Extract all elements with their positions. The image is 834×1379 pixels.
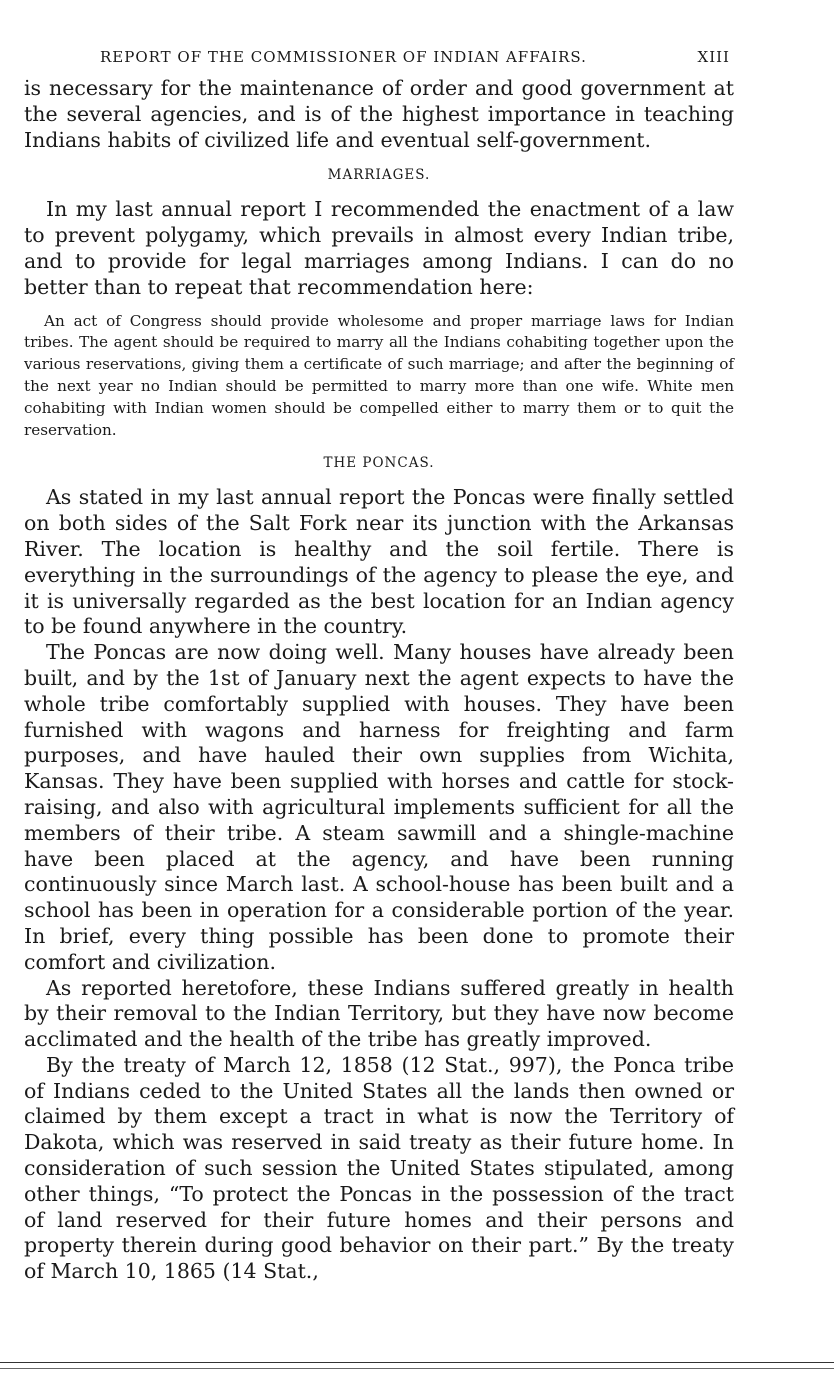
document-page [24, 48, 734, 1285]
marriages-quote: An act of Congress should provide wholesome and proper marriage laws for Indian tribes. The agent should be required to marry all the Indians cohabiting together upon the various reservations, giving them a certificate of such marriage; and after the beginning of the next year no Indian should be permitted to marry more than one wife. White men cohabiting with Indian women should be compelled either to marry them or to quit the reservation. [24, 311, 734, 439]
intro-paragraph: is necessary for the maintenance of order and good government at the several agencies, and is of the highest importance in teaching Indians habits of civilized life and eventual self-government. [24, 76, 734, 152]
bottom-rule-secondary [0, 1368, 834, 1369]
page-number: XIII [697, 48, 730, 66]
marriages-paragraph: In my last annual report I recommended the enactment of a law to prevent polygamy, which prevails in almost every Indian tribe, and to provide for legal marriages among Indians. I can do no better than to repeat that recommendation here: [24, 197, 734, 299]
running-header [24, 48, 734, 66]
bottom-rule [0, 1362, 834, 1363]
header-title: REPORT OF THE COMMISSIONER OF INDIAN AFFAIRS. [100, 48, 587, 66]
poncas-paragraph-1: As stated in my last annual report the Poncas were finally settled on both sides of the Salt Fork near its junction with the Arkansas River. The location is healthy and the soil fertile. There is everything in the surroundings of the agency to please the eye, and it is universally regarded as the best location for an Indian agency to be found anywhere in the country. [24, 485, 734, 639]
poncas-paragraph-4: By the treaty of March 12, 1858 (12 Stat., 997), the Ponca tribe of Indians ceded to the United States all the lands then owned or claimed by them except a tract in what is now the Territory of Dakota, which was reserved in said treaty as their future home. In consideration of such session the United States stipulated, among other things, “To protect the Poncas in the possession of the tract of land reserved for their future homes and their persons and property therein during good behavior on their part.” By the treaty of March 10, 1865 (14 Stat., [24, 1052, 734, 1284]
poncas-heading: THE PONCAS. [323, 455, 435, 472]
marriages-heading: MARRIAGES. [327, 167, 431, 184]
poncas-paragraph-3: As reported heretofore, these Indians suffered greatly in health by their removal to the Indian Territory, but they have now become acclimated and the health of the tribe has greatly improved. [24, 975, 734, 1052]
poncas-paragraph-2: The Poncas are now doing well. Many houses have already been built, and by the 1st of January next the agent expects to have the whole tribe comfortably supplied with houses. They have been furnished with wagons and harness for freighting and farm purposes, and have hauled their own supplies from Wichita, Kansas. They have been supplied with horses and cattle for stock-raising, and also with agricultural implements sufficient for all the members of their tribe. A steam sawmill and a shingle-machine have been placed at the agency, and have been running continuously since March last. A school-house has been built and a school has been in operation for a considerable portion of the year. In brief, every thing possible has been done to promote their comfort and civilization. [24, 640, 734, 974]
